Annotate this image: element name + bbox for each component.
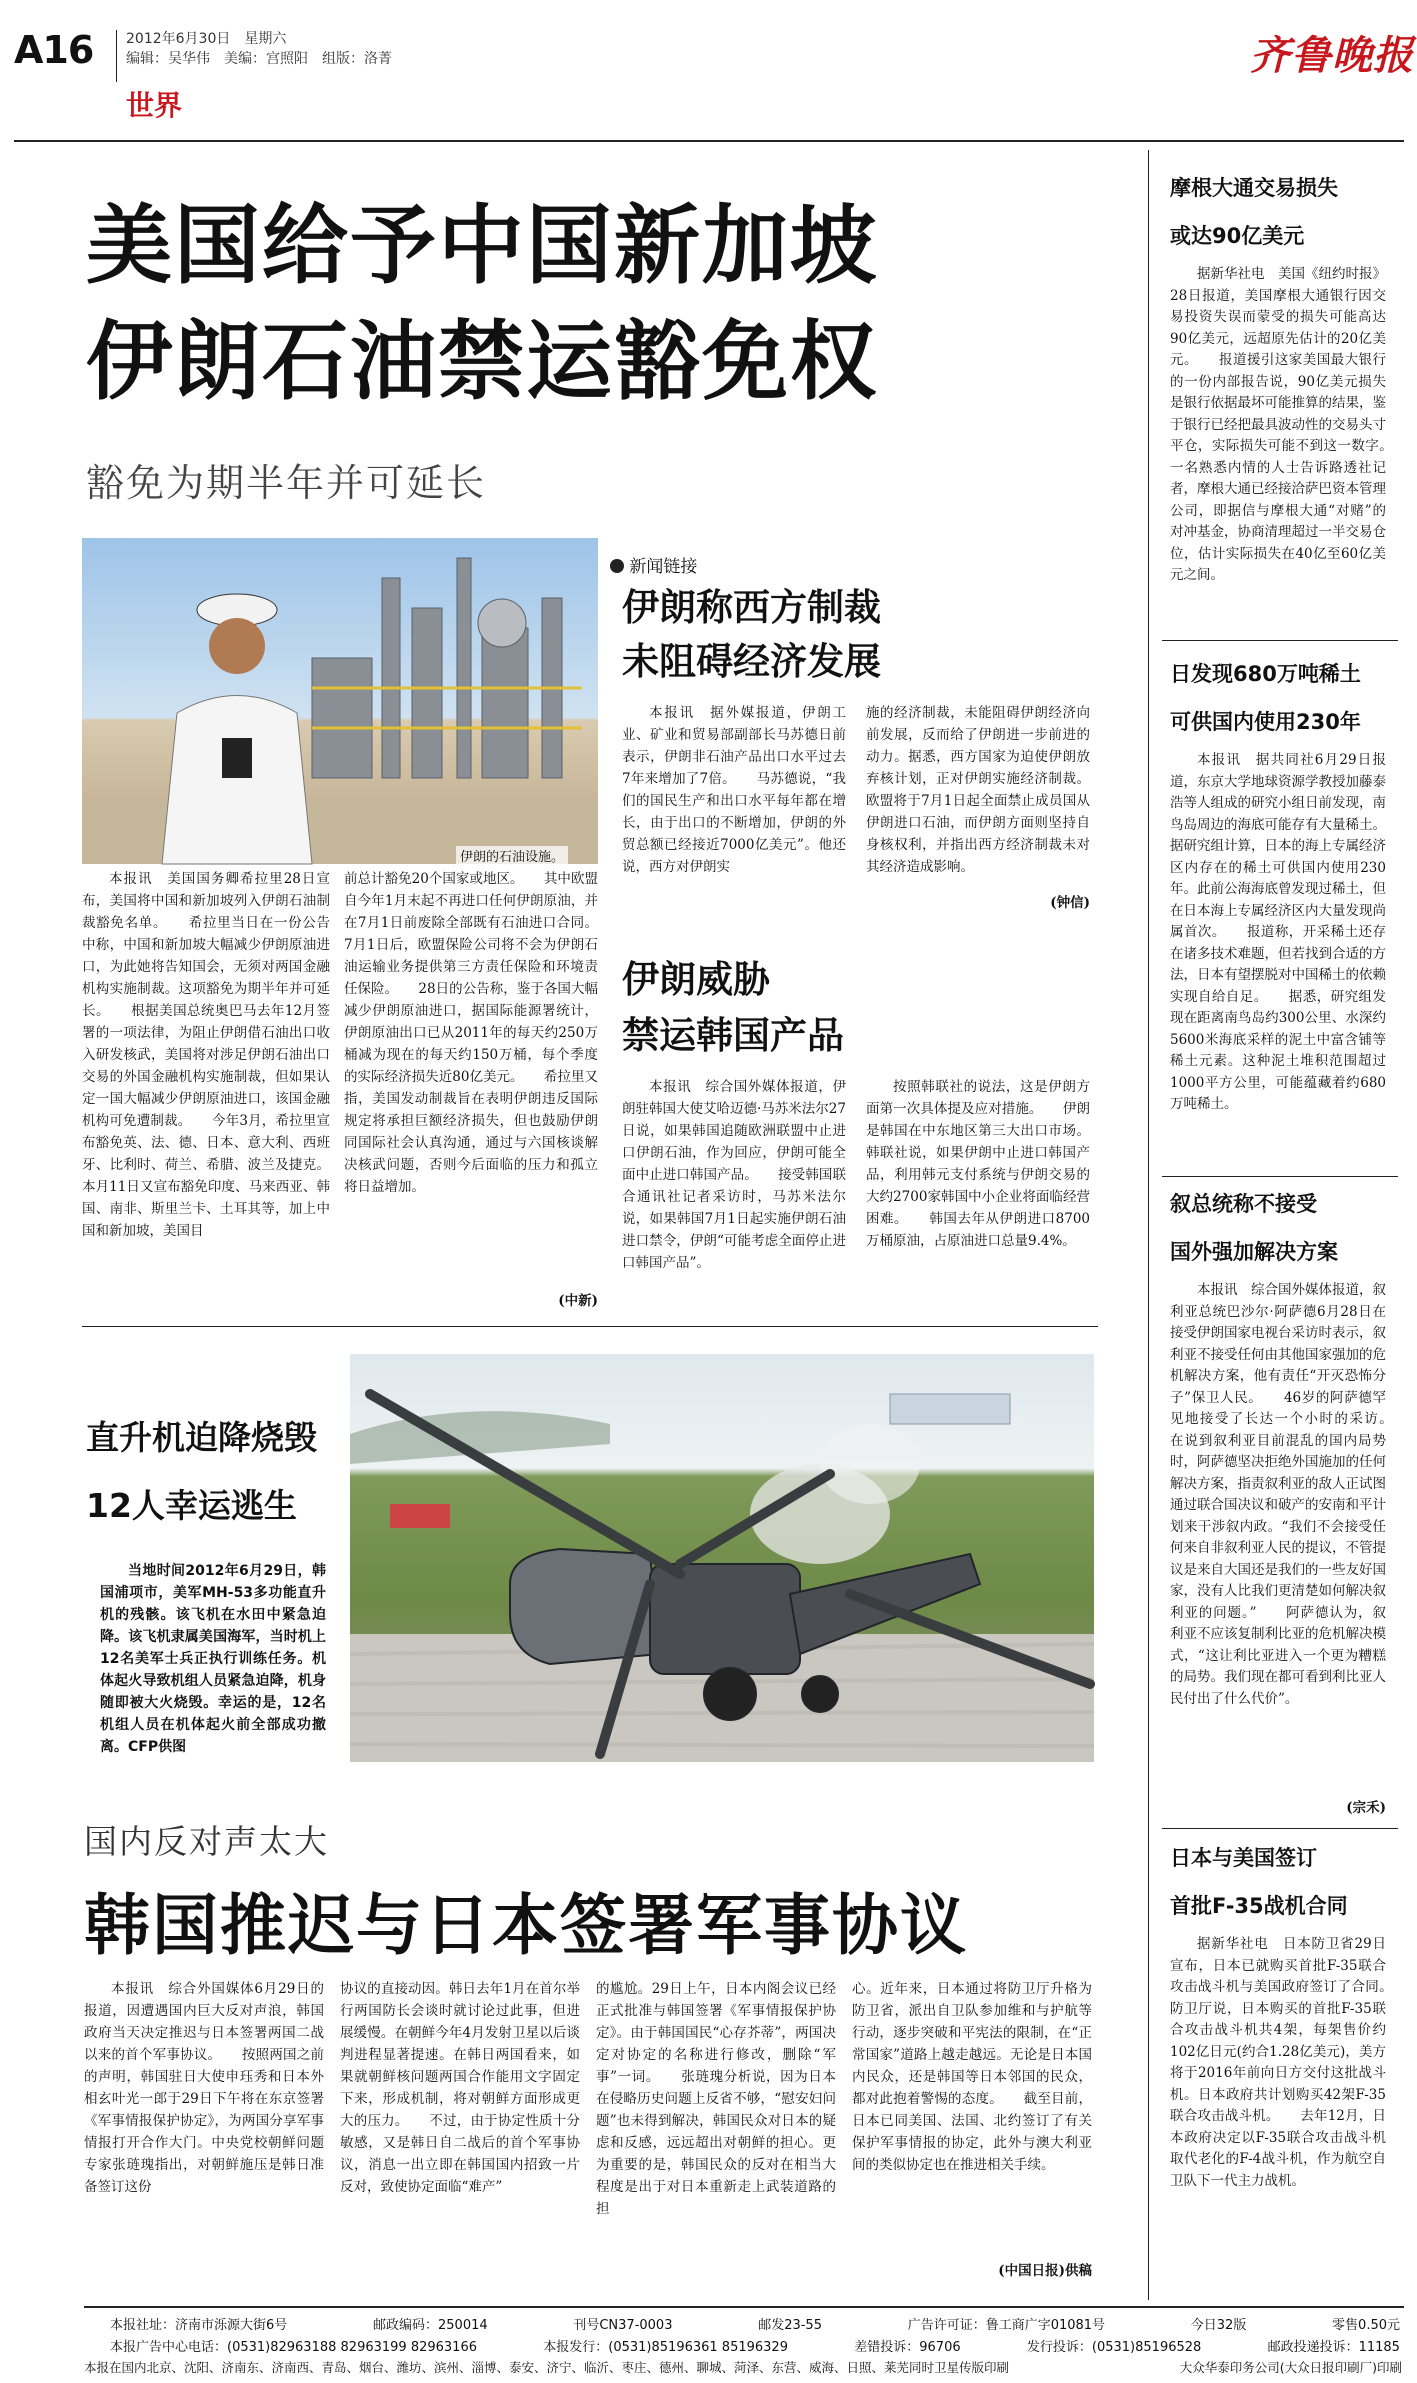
- iran-economy-column-2: 施的经济制裁，未能阻碍伊朗经济向前发展，反而给了伊朗进一步前进的动力。据悉，西方国家为迫使伊朗放弃核计划，正对伊朗实施经济制裁。欧盟将于7月1日起全面禁止成员国从伊朗进口石油，而伊朗方面则坚持自身核权利，并指出西方经济制裁未对其经济造成影响。: [866, 705, 1090, 875]
- page-number: A16: [14, 28, 94, 72]
- footer-issn: 刊号CN37-0003: [573, 2318, 673, 2333]
- iran-economy-column-1: 本报讯 据外媒报道，伊朗工业、矿业和贸易部副部长马苏德日前表示，伊朗非石油产品出口水平过去7年来增加了7倍。 马苏德说，“我们的国民生产和出口水平每年都在增长，由于出口的不断增加，伊朗的外贸总额已经接近7000亿美元”。他还说，西方对伊朗实: [622, 705, 846, 875]
- sidebar-syria-title-2: 国外强加解决方案: [1170, 1240, 1338, 1264]
- sidebar-syria-source: (宗禾): [1346, 1800, 1386, 1816]
- lead-headline-line2: 伊朗石油禁运豁免权: [86, 312, 878, 412]
- editor-credits: 编辑：吴华伟 美编：宫照阳 组版：洛菁: [126, 51, 392, 67]
- section-title: 世界: [126, 89, 183, 122]
- footer-print-sites: 本报在国内北京、沈阳、济南东、济南西、青岛、烟台、潍坊、滨州、淄博、泰安、济宁、临沂、枣庄、德州、聊城、菏泽、东营、威海、日照、莱芜同时卫星传版印刷: [84, 2360, 1010, 2375]
- lead-photo-caption: 伊朗的石油设施。: [456, 846, 568, 865]
- sidebar-rare-earth-title-1: 日发现680万吨稀土: [1170, 662, 1361, 686]
- iran-korea-column-1: 本报讯 综合国外媒体报道，伊朗驻韩国大使艾哈迈德·马苏米法尔27日说，如果韩国追随欧洲联盟中止进口伊朗石油，作为回应，伊朗可能全面中止进口韩国产品。 接受韩国联合通讯社记者采访时，马苏米法尔说，如果韩国7月1日起实施伊朗石油进口禁令，伊朗“可能考虑全面停止进口韩国产品”。: [622, 1079, 846, 1271]
- header-rule: [14, 140, 1404, 142]
- iran-economy-headline-line2: 未阻碍经济发展: [622, 640, 881, 683]
- lead-bottom-rule: [82, 1326, 1098, 1327]
- footer-ad-license: 广告许可证：鲁工商广字01081号: [907, 2318, 1106, 2333]
- footer-page-count: 今日32版: [1190, 2318, 1247, 2333]
- footer-row-3: [84, 2358, 1402, 2376]
- header-divider: [116, 30, 117, 82]
- oil-facility-illustration: [82, 538, 598, 864]
- sidebar-rule-2: [1162, 1176, 1398, 1177]
- korea-column-3: 的尴尬。29日上午，日本内阁会议已经正式批准与韩国签署《军事情报保护协定》。由于韩国国民“心存芥蒂”，两国决定对协定的名称进行修改，删除“军事”一词。 张琏瑰分析说，因为日本在侵略历史问题上反省不够，“慰安妇问题”也未得到解决，韩国民众对日本的疑虑和反感，远远超出对朝鲜的担心。更为重要的是，韩国民众的反对在相当大程度是出于对日本重新走上武装道路的担: [596, 1981, 836, 2217]
- iran-korea-column-2: 按照韩联社的说法，这是伊朗方面第一次具体提及应对措施。 伊朗是韩国在中东地区第三大出口市场。韩联社说，如果伊朗中止进口韩国产品，利用韩元支付系统与伊朗交易的大约2700家韩国中小企业将面临经营困难。 韩国去年从伊朗进口8700万桶原油，占原油进口总量9.4%。: [866, 1079, 1090, 1249]
- iran-economy-headline-line1: 伊朗称西方制裁: [622, 586, 881, 629]
- lead-body-column-2: 前总计豁免20个国家或地区。 其中欧盟自今年1月末起不再进口任何伊朗原油，并在7月1日前废除全部既有石油进口合同。7月1日后，欧盟保险公司将不会为伊朗石油运输业务提供第三方责任保险和环境责任保险。 28日的公告称，鉴于各国大幅减少伊朗原油进口，据国际能源署统计，伊朗原油出口已从2011年的每天约250万桶减为现在的每天约150万桶，每个季度的实际经济损失近80亿美元。 希拉里又指，美国发动制裁旨在表明伊朗违反国际规定将承担巨额经济损失，但也鼓励伊朗同国际社会认真沟通，通过与六国核谈解决核武问题，否则今后面临的压力和孤立将日益增加。: [344, 871, 598, 1195]
- sidebar-f35-body: 据新华社电 日本防卫省29日宣布，日本已就购买首批F-35联合攻击战斗机与美国政府签订了合同。 防卫厅说，日本购买的首批F-35联合攻击战斗机共4架，每架售价约102亿日元(约合1.28亿美元)，美方将于2016年前向日方交付这批战斗机。日本政府共计划购买42架F-35联合攻击战斗机。 去年12月，日本政府决定以F-35联合攻击战斗机取代老化的F-4战斗机，作为航空自卫队下一代主力战机。: [1170, 1936, 1413, 2189]
- korea-kicker: 国内反对声太大: [84, 1822, 329, 1861]
- sidebar-jpmorgan-title-2: 或达90亿美元: [1170, 224, 1305, 248]
- lead-body-column-1: 本报讯 美国国务卿希拉里28日宣布，美国将中国和新加坡列入伊朗石油制裁豁免名单。 希拉里当日在一份公告中称，中国和新加坡大幅减少伊朗原油进口，为此她将告知国会，无须对两国金融机构实施制裁。这项豁免为期半年并可延长。 根据美国总统奥巴马去年12月签署的一项法律，为阻止伊朗借石油出口收入研发核武，美国将对涉足伊朗石油出口交易的外国金融机构实施制裁，但如果认定一国大幅减少伊朗原油进口，该国金融机构可免遭制裁。 今年3月，希拉里宣布豁免英、法、德、日本、意大利、西班牙、比利时、荷兰、希腊、波兰及捷克。本月11日又宣布豁免印度、马来西亚、韩国、南非、斯里兰卡、土耳其等，加上中国和新加坡，美国目: [82, 871, 330, 1239]
- footer-distribution-complaint: 发行投诉：(0531)85196528: [1026, 2340, 1202, 2355]
- korea-column-2: 协议的直接动因。韩日去年1月在首尔举行两国防长会谈时就讨论过此事，但进展缓慢。在朝鲜今年4月发射卫星以后谈判进程显著提速。在韩日两国看来，如果就朝鲜核问题两国合作能用文字固定下来，形成机制，将对朝鲜方面形成更大的压力。 不过，由于协定性质十分敏感，又是韩日自二战后的首个军事协议，消息一出立即在韩国国内招致一片反对，致使协定面临“难产”: [340, 1981, 580, 2195]
- sidebar-jpmorgan-body: 据新华社电 美国《纽约时报》28日报道，美国摩根大通银行因交易投资失误而蒙受的损失可能高达90亿美元，远超原先估计的20亿美元。 报道援引这家美国最大银行的一份内部报告说，90亿美元损失是银行依据最坏可能推算的结果，鉴于银行已经把最具波动性的交易头寸平仓，实际损失可能不到这一数字。 一名熟悉内情的人士告诉路透社记者，摩根大通已经接洽萨巴资本管理公司，即据信与摩根大通“对赌”的对冲基金，协商清理超过一半交易仓位，估计实际损失在40亿至60亿美元之间。: [1170, 266, 1413, 583]
- korea-source: (中国日报)供稿: [998, 2263, 1092, 2279]
- footer-ad-phone: 本报广告中心电话：(0531)82963188 82963199 82963166: [110, 2340, 477, 2355]
- lead-photo-oil-facility: [82, 538, 598, 864]
- footer-postal-code: 邮发23-55: [758, 2318, 822, 2333]
- sidebar-jpmorgan-title-1: 摩根大通交易损失: [1170, 176, 1338, 200]
- sidebar-f35-title-1: 日本与美国签订: [1170, 1846, 1317, 1870]
- sidebar-rule-3: [1162, 1828, 1398, 1829]
- footer-row-1: [110, 2314, 1400, 2333]
- helicopter-illustration: [350, 1354, 1094, 1762]
- sidebar-syria-title-1: 叙总统称不接受: [1170, 1192, 1317, 1216]
- news-link-label: [610, 552, 697, 577]
- lead-source: (中新): [558, 1293, 598, 1309]
- korea-column-4: 心。近年来，日本通过将防卫厅升格为防卫省，派出自卫队参加维和与护航等行动，逐步突破和平宪法的限制，在“正常国家”道路上越走越远。无论是日本国内民众，还是韩国等日本邻国的民众，都对此抱着警惕的态度。 截至目前，日本已同美国、法国、北约签订了有关保护军事情报的协定，此外与澳大利亚间的类似协定也在推进相关手续。: [852, 1981, 1092, 2173]
- helicopter-headline-line1: 直升机迫降烧毁: [86, 1418, 317, 1457]
- lead-headline-line1: 美国给予中国新加坡: [86, 196, 878, 296]
- footer-postal-complaint: 邮政投递投诉：11185: [1267, 2340, 1400, 2355]
- helicopter-caption: 当地时间2012年6月29日，韩国浦项市，美军MH-53多功能直升机的残骸。该飞机在水田中紧急迫降。该飞机隶属美国海军，当时机上12名美军士兵正执行训练任务。机体起火导致机组人员紧急迫降，机身随即被大火烧毁。幸运的是，12名机组人员在机体起火前全部成功撤离。CFP供图: [100, 1563, 326, 1755]
- sidebar-divider: [1148, 150, 1149, 2300]
- news-link-icon: [610, 559, 624, 573]
- footer-postcode: 邮政编码：250014: [373, 2318, 488, 2333]
- korea-column-1: 本报讯 综合外国媒体6月29日的报道，因遭遇国内巨大反对声浪，韩国政府当天决定推迟与日本签署两国二战以来的首个军事协议。 按照两国之前的声明，韩国驻日大使申珏秀和日本外相玄叶光一郎于29日下午将在东京签署《军事情报保护协定》，为两国分享军事情报打开合作大门。中央党校朝鲜问题专家张琏瑰指出，对朝鲜施压是韩日准备签订这份: [84, 1981, 324, 2195]
- iran-korea-headline-line1: 伊朗威胁: [622, 958, 770, 1001]
- korea-headline: 韩国推迟与日本签署军事协议: [84, 1887, 968, 1964]
- footer-distribution-phone: 本报发行：(0531)85196361 85196329: [543, 2340, 788, 2355]
- footer-row-2: [110, 2336, 1400, 2355]
- footer-error-complaint: 差错投诉：96706: [854, 2340, 961, 2355]
- footer-address: 本报社址：济南市泺源大街6号: [110, 2318, 288, 2333]
- sidebar-rule-1: [1162, 640, 1398, 641]
- masthead-logo: 齐鲁晚报: [1250, 32, 1414, 79]
- sidebar-f35-title-2: 首批F-35战机合同: [1170, 1894, 1348, 1918]
- footer-rule: [84, 2306, 1404, 2308]
- iran-economy-source: (钟信): [1050, 895, 1090, 911]
- footer-printer: 大众华泰印务公司(大众日报印刷厂)印刷: [1179, 2360, 1402, 2375]
- helicopter-wreck-photo: [350, 1354, 1094, 1762]
- iran-korea-headline-line2: 禁运韩国产品: [622, 1014, 844, 1057]
- sidebar-rare-earth-title-2: 可供国内使用230年: [1170, 710, 1361, 734]
- helicopter-headline-line2: 12人幸运逃生: [86, 1486, 297, 1525]
- lead-subtitle: 豁免为期半年并可延长: [86, 461, 487, 505]
- date-line: 2012年6月30日 星期六: [126, 31, 287, 47]
- sidebar-rare-earth-body: 本报讯 据共同社6月29日报道，东京大学地球资源学教授加藤泰浩等人组成的研究小组日前发现，南鸟岛周边的海底可能存有大量稀土。据研究组计算，日本的海上专属经济区内存在的稀土可供国内使用230年。此前公海海底曾发现过稀土，但在日本海上专属经济区内大量发现尚属首次。 报道称，开采稀土还存在诸多技术难题，但若找到合适的方法，日本有望摆脱对中国稀土的依赖实现自给自足。 据悉，研究组发现在距离南鸟岛约300公里、水深约5600米海底采样的泥土中富含铺等稀土元素。这种泥土堆积范围超过1000平方公里，可能蕴藏着约680万吨稀土。: [1170, 752, 1386, 1112]
- sidebar-syria-body: 本报讯 综合国外媒体报道，叙利亚总统巴沙尔·阿萨德6月28日在接受伊朗国家电视台采访时表示，叙利亚不接受任何由其他国家强加的危机解决方案，他有责任“开灭恐怖分子”保卫人民。 46岁的阿萨德罕见地接受了长达一个小时的采访。 在说到叙利亚目前混乱的国内局势时，阿萨德坚决拒绝外国施加的任何解决方案，指责叙利亚的敌人正试图通过联合国决议和破产的安南和平计划来干涉叙内政。“我们不会接受任何来自非叙利亚人民的提议，不管提议是来自大国还是我们的一些友好国家，没有人比我们更清楚如何解决叙利亚的问题。” 阿萨德认为，叙利亚不应该复制利比亚的危机解决模式，“这让利比亚进入一个更为糟糕的局势。我们现在都可看到利比亚人民付出了什么代价”。: [1170, 1282, 1413, 1707]
- news-link-label-text: 新闻链接: [629, 557, 698, 577]
- footer-price: 零售0.50元: [1332, 2318, 1400, 2333]
